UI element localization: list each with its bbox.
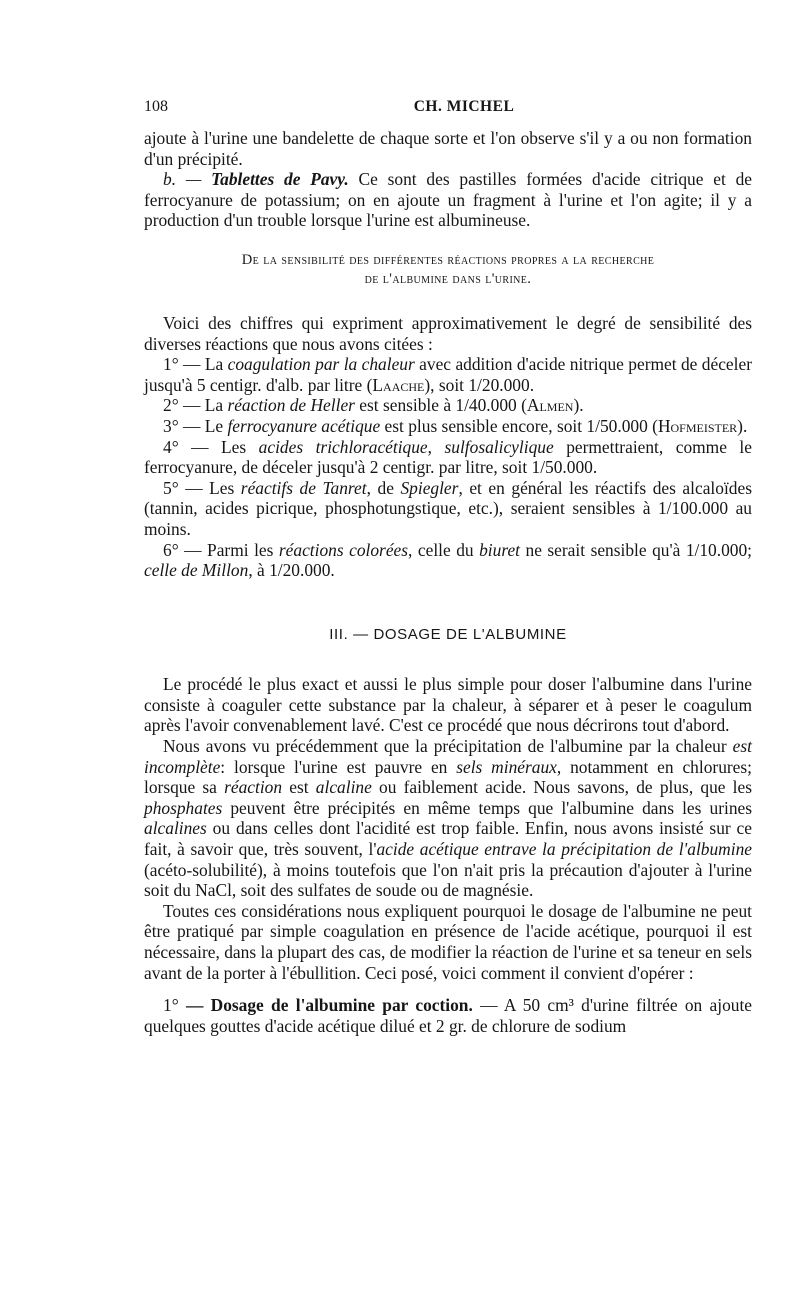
list-item-5 bbox=[144, 478, 752, 540]
item-italic: réactifs de Tanret bbox=[240, 477, 367, 498]
item-text: 5° — Les bbox=[163, 477, 241, 498]
item-text: , de bbox=[366, 477, 401, 498]
item-text: permettraient, comme le ferrocyanure, de déceler jusqu'à 2 centigr. par litre, soit 1/50.000. bbox=[144, 436, 752, 478]
item-text: ne serait sensible qu'à 1/10.000; bbox=[520, 539, 753, 560]
paragraph-coction bbox=[144, 995, 752, 1036]
paragraph-continued: ajoute à l'urine une bandelette de chaque sorte et l'on observe s'il y a ou non formation d'un précipité. bbox=[144, 128, 752, 169]
running-head: CH. MICHEL bbox=[413, 98, 515, 115]
para-text: ou faiblement acide. Nous savons, de plus, que les bbox=[371, 777, 753, 798]
item-text: 3° — Le bbox=[163, 415, 228, 436]
page-body bbox=[144, 128, 752, 1036]
pavy-text: Ce sont des pastilles formées d'acide citrique et de ferrocyanure de potassium; on en ajoute un fragment à l'urine et l'on agite; il y a production d'un trouble lorsque l'urine est albumineuse. bbox=[144, 169, 752, 231]
paragraph-pavy-tablets bbox=[144, 169, 752, 231]
item-italic: acides trichloracétique bbox=[258, 436, 428, 457]
coction-title: — Dosage de l'albumine par coction. bbox=[185, 995, 473, 1016]
page-number: 108 bbox=[144, 98, 168, 115]
para-italic: acide acétique entrave la précipitation de l'albumine bbox=[376, 839, 752, 860]
paragraph-considerations: Toutes ces considérations nous expliquent pourquoi le dosage de l'albumine ne peut être pratiqué par simple coagulation en présence de l'acide acétique, pourquoi il est nécessaire, dans la plupart des cas, de modifier la réaction de l'urine et sa teneur en sels avant de la porter à l'ébullition. Ceci posé, voici comment il convient d'opérer : bbox=[144, 900, 752, 983]
para-italic: réaction bbox=[224, 777, 283, 798]
para-italic: sels minéraux bbox=[456, 756, 557, 777]
item-italic: ferrocyanure acétique bbox=[227, 415, 381, 436]
para-italic: alcalines bbox=[144, 818, 207, 839]
item-text: , et en général les réactifs des alcaloïdes (tannin, acides picrique, phosphotungstique, etc.), seraient sensibles à 1/100.000 au moins. bbox=[144, 477, 752, 539]
item-text: 6° — Parmi les bbox=[163, 539, 279, 560]
paragraph-dosage-intro: Le procédé le plus exact et aussi le plus simple pour doser l'albumine dans l'urine consiste à coaguler cette substance par la chaleur, à séparer et à peser le coagulum après l'avoir convenablement lavé. C'est ce procédé que nous décrirons tout d'abord. bbox=[144, 674, 752, 736]
para-text: Nous avons vu précédemment que la précipitation de l'albumine par la chaleur bbox=[163, 736, 733, 757]
list-item-4 bbox=[144, 437, 752, 478]
item-text: ). bbox=[573, 395, 584, 416]
chapter-heading: III. — DOSAGE DE L'ALBUMINE bbox=[329, 625, 567, 643]
subheading-line-1: De la sensibilité des différentes réactions propres a la recherche bbox=[241, 251, 655, 268]
item-text: 2° — La bbox=[163, 395, 228, 416]
item-italic: sulfosalicylique bbox=[444, 436, 554, 457]
item-text: est plus sensible encore, soit 1/50.000 ( bbox=[380, 415, 658, 436]
list-item-1 bbox=[144, 354, 752, 395]
item-text: 4° — Les bbox=[163, 436, 259, 457]
item-text: avec addition d'acide nitrique permet de déceler jusqu'à 5 centigr. d'alb. par litre ( bbox=[144, 354, 752, 395]
para-text: , notamment en chlorures; lorsque sa bbox=[144, 756, 752, 798]
pavy-title: Tablettes de Pavy. bbox=[211, 169, 349, 190]
author-name: Laache bbox=[372, 374, 425, 395]
para-italic: alcaline bbox=[315, 777, 372, 798]
para-italic: est incomplète bbox=[144, 736, 752, 777]
section-subheading bbox=[144, 251, 752, 289]
list-item-2 bbox=[144, 395, 752, 416]
para-text: 1° bbox=[163, 995, 186, 1016]
item-italic: biuret bbox=[479, 539, 520, 560]
list-item-3 bbox=[144, 416, 752, 437]
para-text: ou dans celles dont l'acidité est trop faible. Enfin, nous avons insisté sur ce fait, à savoir que, très souvent, l' bbox=[144, 818, 752, 860]
item-text: ), soit 1/20.000. bbox=[424, 374, 535, 395]
item-letter: b. — bbox=[163, 169, 212, 190]
item-italic: Spiegler bbox=[400, 477, 459, 498]
list-item-6 bbox=[144, 540, 752, 581]
item-text: , à 1/20.000. bbox=[248, 560, 335, 581]
item-text: , celle du bbox=[408, 539, 480, 560]
page-header bbox=[144, 98, 784, 122]
item-text: , bbox=[427, 436, 445, 457]
item-text: 1° — La bbox=[163, 354, 228, 375]
item-italic: réactions colorées bbox=[278, 539, 409, 560]
para-text: peuvent être précipités en même temps que l'albumine dans les urines bbox=[222, 797, 752, 818]
author-name: Almen bbox=[526, 395, 574, 416]
item-italic: coagulation par la chaleur bbox=[227, 354, 415, 375]
paragraph-precipitation bbox=[144, 736, 752, 901]
item-text: est sensible à 1/40.000 ( bbox=[354, 395, 527, 416]
para-text: (acéto-solubilité), à moins toutefois que l'on n'ait pris la précaution d'ajouter à l'urine soit du NaCl, soit des sulfates de soude ou de magnésie. bbox=[144, 859, 752, 901]
para-text: est bbox=[282, 777, 316, 798]
item-italic: réaction de Heller bbox=[227, 395, 355, 416]
paragraph-intro-sensitivity: Voici des chiffres qui expriment approximativement le degré de sensibilité des diverses réactions que nous avons citées : bbox=[144, 312, 752, 354]
item-italic: celle de Millon bbox=[144, 560, 249, 581]
author-name: Hofmeister bbox=[657, 415, 738, 436]
para-italic: phosphates bbox=[144, 797, 223, 818]
para-text: : lorsque l'urine est pauvre en bbox=[220, 756, 457, 777]
para-text: — A 50 cm³ d'urine filtrée on ajoute quelques gouttes d'acide acétique dilué et 2 gr. de chlorure de sodium bbox=[144, 995, 753, 1036]
item-text: ). bbox=[737, 415, 748, 436]
subheading-line-2: de l'albumine dans l'urine. bbox=[364, 270, 532, 287]
